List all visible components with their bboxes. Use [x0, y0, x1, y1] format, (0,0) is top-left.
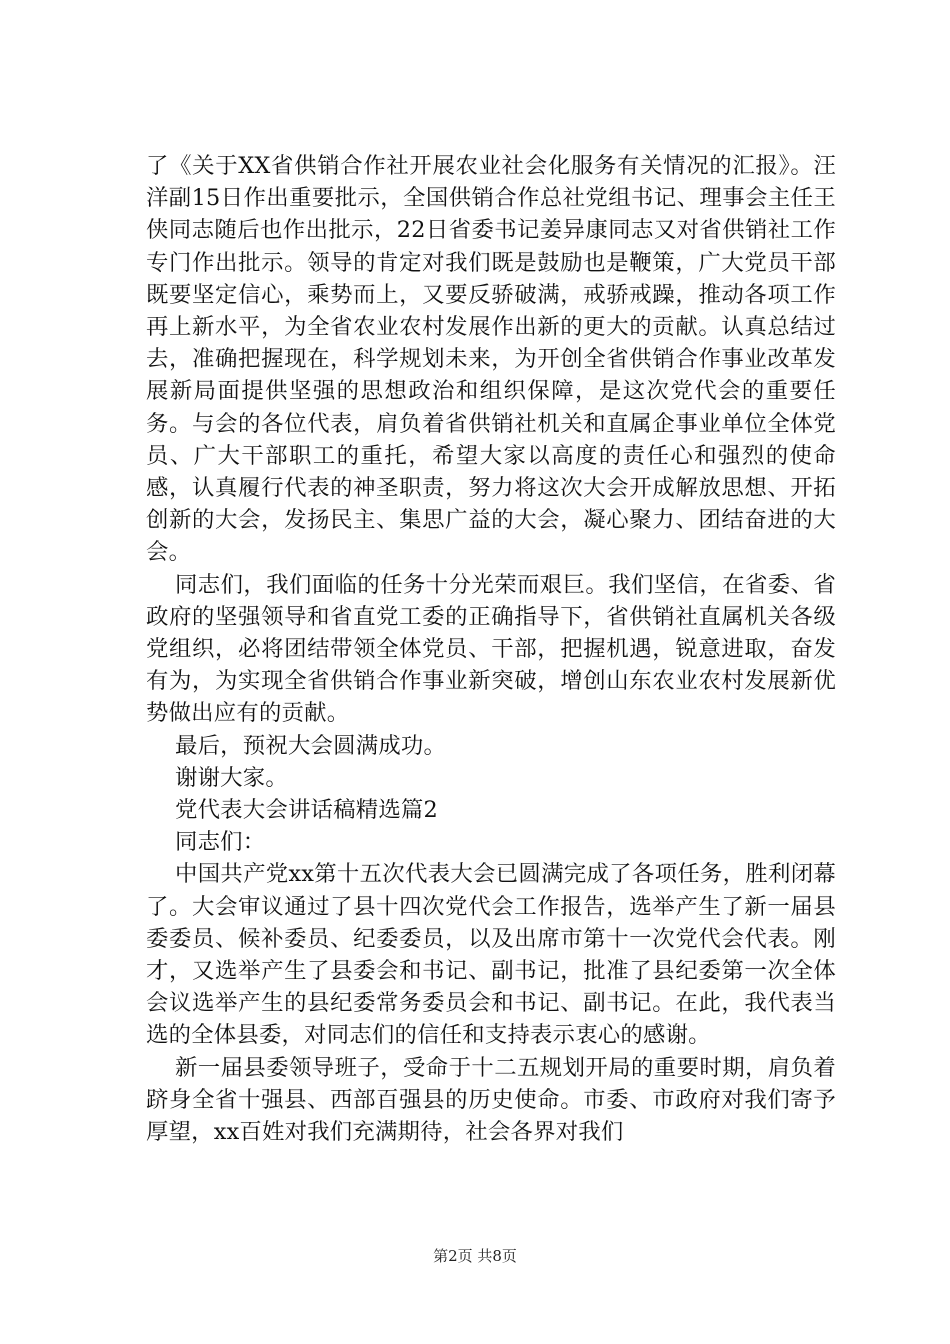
paragraph: 新一届县委领导班子，受命于十二五规划开局的重要时期，肩负着跻身全省十强县、西部百强县的历史使命。市委、市政府对我们寄予厚望，xx百姓对我们充满期待，社会各界对我们	[146, 1054, 836, 1146]
salutation: 同志们：	[175, 829, 266, 856]
document-body	[146, 150, 836, 1148]
paragraph: 了《关于XX省供销合作社开展农业社会化服务有关情况的汇报》。汪洋副15日作出重要批示，全国供销合作总社党组书记、理事会主任王侠同志随后也作出批示，22日省委书记姜异康同志又对省供销社工作专门作出批示。领导的肯定对我们既是鼓励也是鞭策，广大党员干部既要坚定信心，乘势而上，又要反骄破满，戒骄戒躁，推动各项工作再上新水平，为全省农业农村发展作出新的更大的贡献。认真总结过去，准确把握现在，科学规划未来，为开创全省供销合作事业改革发展新局面提供坚强的思想政治和组织保障，是这次党代会的重要任务。与会的各位代表，肩负着省供销社机关和直属企事业单位全体党员、广大干部职工的重托，希望大家以高度的责任心和强烈的使命感，认真履行代表的神圣职责，努力将这次大会开成解放思想、开拓创新的大会，发扬民主、集思广益的大会，凝心聚力、团结奋进的大会。	[146, 153, 836, 566]
paragraph: 中国共产党xx第十五次代表大会已圆满完成了各项任务，胜利闭幕了。大会审议通过了县十四次党代会工作报告，选举产生了新一届县委委员、候补委员、纪委委员，以及出席市第十一次党代会代表。刚才，又选举产生了县委会和书记、副书记，批准了县纪委第一次全体会议选举产生的县纪委常务委员会和书记、副书记。在此，我代表当选的全体县委，对同志们的信任和支持表示衷心的感谢。	[146, 861, 836, 1049]
paragraph: 最后，预祝大会圆满成功。	[175, 732, 447, 759]
paragraph: 同志们，我们面临的任务十分光荣而艰巨。我们坚信，在省委、省政府的坚强领导和省直党工委的正确指导下，省供销社直属机关各级党组织，必将团结带领全体党员、干部，把握机遇，锐意进取，奋发有为，为实现全省供销合作事业新突破，增创山东农业农村发展新优势做出应有的贡献。	[146, 571, 836, 727]
page-number-footer: 第2页 共8页	[433, 1247, 517, 1265]
section-heading: 党代表大会讲话稿精选篇2	[175, 797, 438, 824]
paragraph: 谢谢大家。	[175, 764, 288, 791]
